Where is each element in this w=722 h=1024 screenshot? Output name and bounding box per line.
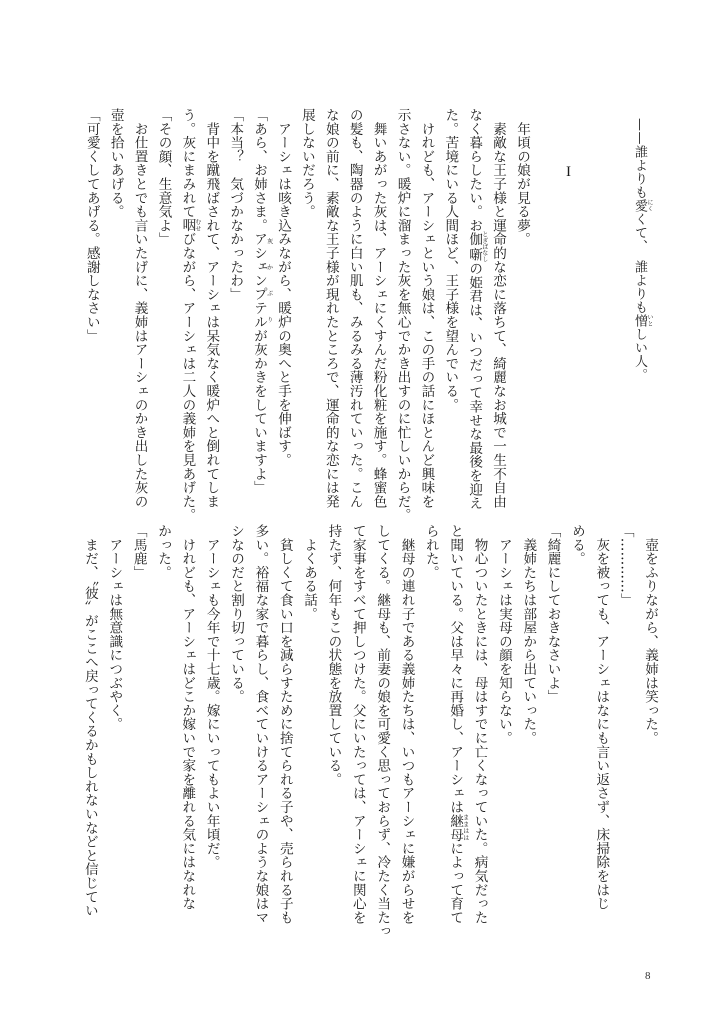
ruby-word <box>447 813 469 842</box>
text-run: 「可愛くしてあげる。感謝しなさい」 <box>83 108 100 343</box>
text-line <box>203 108 219 508</box>
text-run: た。苦境にいる人間ほど、王子様を望んでいる。 <box>442 108 459 412</box>
text-line <box>423 524 439 579</box>
text-run: られた。 <box>422 524 439 580</box>
text-line <box>323 108 339 508</box>
text-run: の髪も、陶器のように白い肌も、みるみる薄汚れていった。こん <box>346 108 363 509</box>
text-line <box>82 524 98 917</box>
ruby-word <box>632 199 653 213</box>
text-line <box>447 524 468 924</box>
text-line <box>472 524 488 924</box>
text-run: 物心ついたときには、母はすでに亡くなっていた。病気だった <box>471 524 488 925</box>
text-run: まだ、〝彼〟がここへ戻ってくるかもしれないなどと信じてい <box>81 524 98 918</box>
text-run: 「その顔、生意気よ」 <box>155 108 172 246</box>
text-run: シなのだと割り切っている。 <box>228 524 245 704</box>
text-run: 素敵な王子様と運命的な恋に落ちて、綺麗なお城で一生不自由 <box>490 108 507 509</box>
text-line <box>347 108 363 508</box>
ruby-reading: ままはは <box>461 813 469 842</box>
text-run: 継母の連れ子である義姉たちは、いつもアーシェに嫌がらせを <box>398 524 415 925</box>
text-run: しい人。 <box>632 327 647 382</box>
ruby-base: 愛 <box>632 199 647 213</box>
text-line <box>275 108 291 467</box>
text-line <box>106 524 122 731</box>
ruby-reading: いと <box>646 314 653 328</box>
text-line <box>132 108 148 508</box>
text-run: 多い。裕福な家で暮らし、食べていけるアーシェのような娘はマ <box>252 524 269 925</box>
text-run: 舞いあがった灰は、アーシェにくすんだ粉化粧を施す。蜂蜜色 <box>370 108 387 509</box>
text-run: う。灰にまみれて <box>179 108 196 219</box>
epigraph <box>631 118 653 382</box>
ruby-word <box>251 232 273 329</box>
text-line <box>395 108 411 522</box>
text-run: 展しないだろう。 <box>298 108 315 219</box>
text-run: によって育て <box>447 841 464 925</box>
text-line <box>618 524 634 607</box>
text-line <box>228 524 244 703</box>
text-line <box>277 524 293 924</box>
text-line <box>227 108 243 301</box>
text-line <box>466 108 487 510</box>
text-run: が灰かきをしていますよ」 <box>251 328 268 495</box>
text-line <box>418 108 434 508</box>
text-run: な娘の前に、素敵な王子様が現れたところで、運命的な恋には発 <box>322 108 339 509</box>
text-run: くて、 誰よりも <box>632 212 647 314</box>
text-run: める。 <box>568 524 585 566</box>
ruby-reading: むせ <box>193 218 201 233</box>
text-line <box>252 524 268 924</box>
text-run: 示さない。暖炉に溜まった灰を無心でかき出すのに忙しいからだ。 <box>394 108 411 522</box>
ruby-base: 咽 <box>179 218 196 233</box>
text-run: と聞いている。父は早々に再婚し、アーシェは <box>447 524 464 814</box>
text-line <box>179 108 200 522</box>
text-run: よくある話。 <box>301 524 318 621</box>
text-run: 灰を被っても、アーシェはなにも言い返さず、床掃除をはじ <box>593 524 610 911</box>
ruby-word <box>466 231 488 263</box>
text-run: 貧しくて食い口を減らすために捨てられる子や、売られる子も <box>276 524 293 925</box>
text-run: の姫君は、いつだって幸せな最後を迎え <box>466 261 483 510</box>
text-line <box>131 524 147 579</box>
text-line <box>108 108 124 218</box>
text-line <box>204 524 220 869</box>
text-run: 背中を蹴飛ばされて、アーシェは呆気なく暖炉へと倒れてしま <box>203 108 220 509</box>
text-line <box>155 524 171 579</box>
ruby-word <box>179 218 201 233</box>
text-line <box>251 108 272 494</box>
text-line <box>371 108 387 508</box>
text-line <box>490 108 506 508</box>
text-run: アーシェは無意識につぶやく。 <box>106 524 123 731</box>
text-line <box>156 108 172 246</box>
text-line <box>325 524 341 786</box>
text-line <box>374 524 390 938</box>
text-run: アーシェは実母の顔を知らない。 <box>495 524 512 745</box>
text-run: ——誰よりも <box>632 118 647 199</box>
text-line <box>514 108 530 246</box>
text-line <box>642 524 658 745</box>
text-line <box>496 524 512 745</box>
ruby-word <box>632 314 653 328</box>
text-run: お仕置きとでも言いたげに、義姉はアーシェのかき出した灰の <box>131 108 148 509</box>
text-line <box>442 108 458 412</box>
text-run: て家事をすべて押しつけた。父にいたっては、アーシェに関心を <box>349 524 366 925</box>
text-line <box>399 524 415 924</box>
ruby-reading: 灰かぶり <box>265 232 273 329</box>
ruby-reading: とぎばなし <box>480 231 488 263</box>
text-line <box>593 524 609 910</box>
ruby-base: 伽噺 <box>466 231 483 263</box>
text-run: 「本当？ 気づかなかったわ」 <box>227 108 244 302</box>
chapter-number: I <box>566 164 571 180</box>
text-run: 義姉たちは部屋から出ていった。 <box>520 524 537 745</box>
text-run: けれども、アーシェはどこか嫁いで家を離れる気にはなれな <box>179 524 196 911</box>
text-run: 壺を拾いあげる。 <box>107 108 124 219</box>
text-line <box>350 524 366 924</box>
text-run: 「馬鹿」 <box>130 524 147 580</box>
text-run: かった。 <box>155 524 171 580</box>
text-line <box>545 524 561 703</box>
ruby-base: 憎 <box>632 314 647 328</box>
text-run: してくる。継母も、前妻の娘を可愛く思っておらず、冷たく当たっ <box>374 524 391 938</box>
text-run: 年頃の娘が見る夢。 <box>514 108 530 246</box>
text-run: びながら、アーシェは二人の義姉を見あげた。 <box>179 232 196 523</box>
text-run: 持たず、何年もこの状態を放置している。 <box>325 524 342 787</box>
text-line <box>520 524 536 745</box>
text-run: 「あら、お姉さま。 <box>251 108 268 233</box>
text-line <box>301 524 317 621</box>
text-line <box>179 524 195 910</box>
text-line <box>569 524 585 565</box>
text-run: けれども、アーシェという娘は、この手の話にほとんど興味を <box>418 108 435 509</box>
text-line <box>84 108 100 343</box>
ruby-base: アシェンプテル <box>251 232 268 329</box>
text-run: 「綺麗にしておきなさいよ」 <box>544 524 561 704</box>
text-run: アーシェも今年で十七歳。嫁にいってもよい年頃だ。 <box>203 524 220 869</box>
text-run: 壺をふりながら、義姉は笑った。 <box>642 524 658 745</box>
text-line <box>299 108 315 218</box>
ruby-reading: にく <box>646 199 653 213</box>
text-run: アーシェは咳き込みながら、暖炉の奥へと手を伸ばす。 <box>275 108 291 467</box>
ruby-base: 継母 <box>447 813 464 842</box>
text-run: 「…………」 <box>617 524 634 607</box>
page-number: 8 <box>645 970 651 982</box>
text-run: なく暮らしたい。お <box>466 108 483 233</box>
